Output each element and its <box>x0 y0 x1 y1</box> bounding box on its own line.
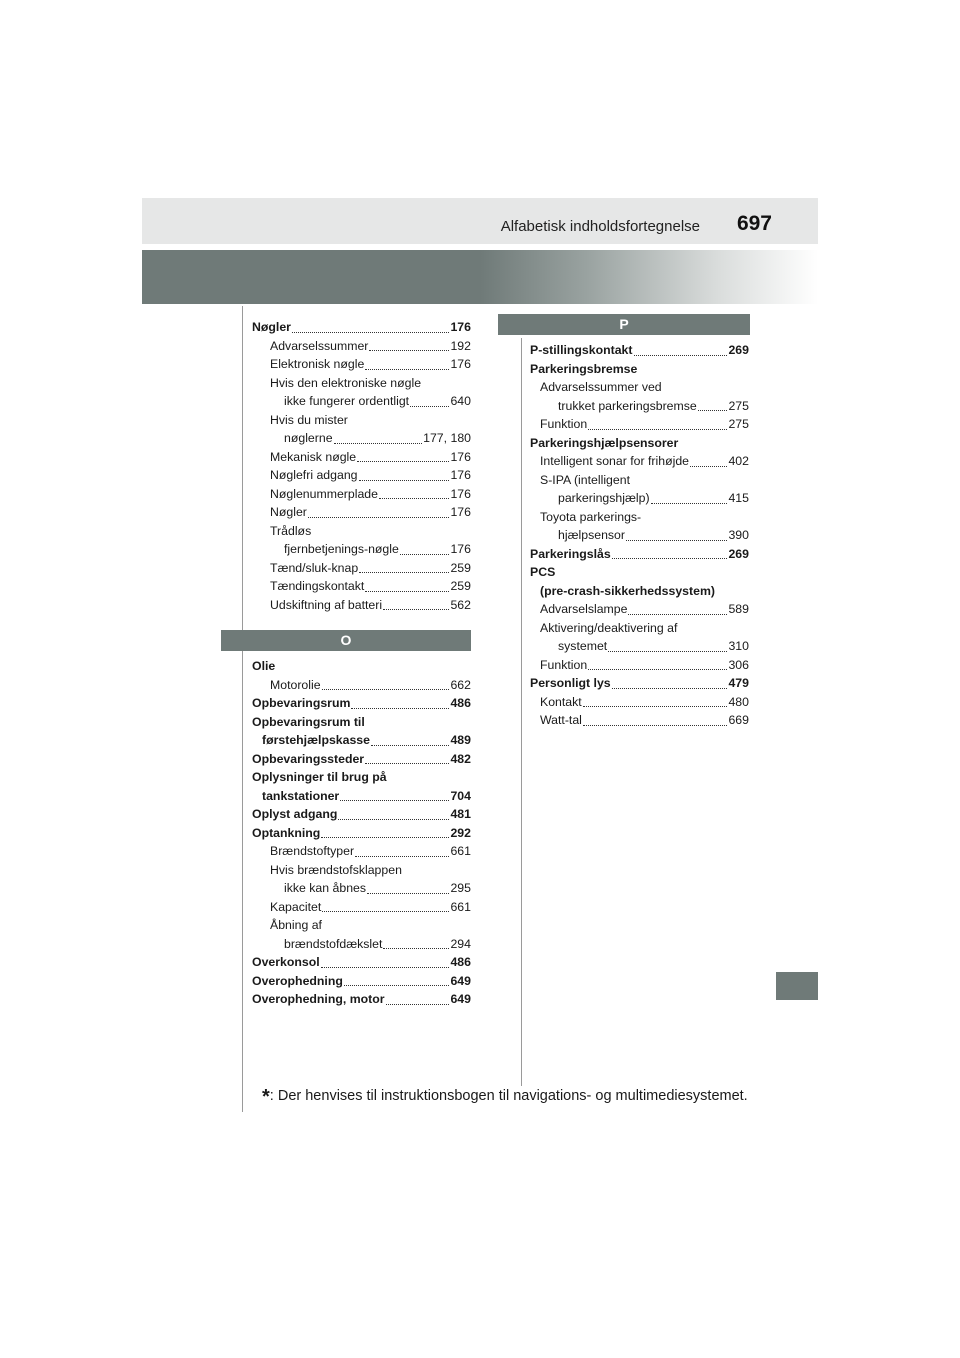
index-line: Hvis brændstofsklappen <box>270 862 402 877</box>
index-line: S-IPA (intelligent <box>540 472 630 487</box>
entry-term: Advarselslampe <box>540 602 628 616</box>
entry-term: Intelligent sonar for frihøjde <box>540 454 690 468</box>
entry-term: Nøglefri adgang <box>270 468 358 482</box>
index-line: Parkeringshjælpsensorer <box>530 435 679 450</box>
entry-page: 649 <box>450 992 471 1006</box>
index-entry <box>530 526 749 545</box>
index-line: PCS <box>530 565 556 579</box>
dot-leader <box>383 948 449 949</box>
column-divider-middle <box>521 338 522 1086</box>
dot-leader <box>359 572 449 573</box>
column-divider-left <box>242 306 243 1112</box>
index-entry <box>252 337 471 356</box>
index-entry <box>530 600 749 619</box>
index-line: Hvis du mister <box>270 412 348 427</box>
dot-leader <box>308 517 450 518</box>
entry-term: P-stillingskontakt <box>530 343 633 357</box>
entry-page: 649 <box>450 973 471 988</box>
index-entry <box>252 577 471 596</box>
entry-page: 390 <box>728 528 749 542</box>
entry-term: Overophedning <box>252 973 343 988</box>
index-entry <box>252 392 471 411</box>
entry-term: Optankning <box>252 825 321 840</box>
dot-leader <box>365 763 449 764</box>
entry-term: Opbevaringssteder <box>252 751 365 766</box>
index-column-left <box>252 318 471 1009</box>
entry-page: 486 <box>450 955 471 969</box>
entry-page: 176 <box>450 320 471 334</box>
entry-term: Brændstoftyper <box>270 844 355 858</box>
dot-leader <box>690 466 727 467</box>
index-entry <box>252 559 471 578</box>
footnote <box>262 1086 762 1109</box>
entry-page: 306 <box>728 657 749 672</box>
dot-leader <box>583 706 728 707</box>
entry-page: 269 <box>728 343 749 357</box>
chapter-banner <box>142 250 818 304</box>
entry-page: 562 <box>450 597 471 612</box>
dot-leader <box>351 708 449 709</box>
entry-page: 489 <box>450 733 471 747</box>
entry-term: Parkeringslås <box>530 546 611 561</box>
entry-term: Nøglenummerplade <box>270 486 378 501</box>
index-line: Parkeringsbremse <box>530 361 638 376</box>
entry-term: Watt-tal <box>540 713 582 727</box>
entry-term: Kapacitet <box>270 899 322 914</box>
dot-leader <box>365 369 449 370</box>
dot-leader <box>322 911 449 912</box>
section-header-o: O <box>221 630 471 651</box>
entry-page: 669 <box>728 713 749 727</box>
dot-leader <box>359 480 450 481</box>
entry-term: Opbevaringsrum <box>252 696 351 710</box>
dot-leader <box>626 540 727 541</box>
entry-term: brændstofdækslet <box>284 936 383 951</box>
entry-term: fjernbetjenings-nøgle <box>284 542 399 556</box>
entry-page: 486 <box>450 696 471 710</box>
entry-page: 275 <box>728 398 749 413</box>
dot-leader <box>321 837 449 838</box>
dot-leader <box>608 651 727 652</box>
entry-page: 176 <box>450 505 471 519</box>
index-entry <box>252 990 471 1009</box>
entry-term: tankstationer <box>262 788 340 803</box>
dot-leader <box>634 355 728 356</box>
entry-page: 480 <box>728 694 749 709</box>
entry-page: 310 <box>728 639 749 653</box>
index-group-o <box>252 657 471 1009</box>
entry-page: 259 <box>450 560 471 575</box>
index-entry <box>252 676 471 695</box>
index-line: Opbevaringsrum til <box>252 714 365 729</box>
entry-page: 192 <box>450 338 471 353</box>
dot-leader <box>369 350 449 351</box>
index-entry <box>252 355 471 374</box>
entry-term: førstehjælpskasse <box>262 733 370 747</box>
index-group-p <box>530 341 749 730</box>
dot-leader <box>651 503 728 504</box>
index-group-n <box>252 318 471 614</box>
index-entry <box>530 711 749 730</box>
entry-page: 662 <box>450 677 471 692</box>
entry-term: Elektronisk nøgle <box>270 357 365 371</box>
dot-leader <box>340 800 449 801</box>
index-line: Åbning af <box>270 918 322 932</box>
entry-page: 176 <box>450 486 471 501</box>
index-line: Hvis den elektroniske nøgle <box>270 375 422 390</box>
entry-term: systemet <box>558 639 608 653</box>
entry-term: Tændingskontakt <box>270 579 365 593</box>
header-title: Alfabetisk indholdsfortegnelse <box>500 218 700 235</box>
entry-term: Funktion <box>540 657 588 672</box>
entry-page: 294 <box>450 936 471 951</box>
footnote-text: : Der henvises til instruktionsbogen til navigations- og multimediesystemet. <box>269 1088 748 1104</box>
index-entry <box>530 674 749 693</box>
entry-term: Kontakt <box>540 694 582 709</box>
entry-page: 402 <box>728 454 749 468</box>
dot-leader <box>612 558 728 559</box>
entry-page: 704 <box>450 788 471 803</box>
index-line: Olie <box>252 659 276 673</box>
index-entry <box>252 879 471 898</box>
entry-term: Mekanisk nøgle <box>270 449 357 464</box>
dot-leader <box>334 443 423 444</box>
entry-term: Overophedning, motor <box>252 992 385 1006</box>
dot-leader <box>367 893 449 894</box>
index-line: Toyota parkerings- <box>540 509 642 524</box>
index-entry <box>252 318 471 337</box>
index-entry <box>252 750 471 769</box>
index-entry <box>252 972 471 991</box>
entry-term: ikke kan åbnes <box>284 881 367 895</box>
index-entry <box>252 429 471 448</box>
entry-term: parkeringshjælp) <box>558 491 650 505</box>
entry-term: trukket parkeringsbremse <box>558 398 697 413</box>
entry-term: Personligt lys <box>530 676 611 690</box>
index-entry <box>252 953 471 972</box>
index-entry <box>530 397 749 416</box>
dot-leader <box>588 429 727 430</box>
dot-leader <box>383 609 449 610</box>
index-line: Trådløs <box>270 523 312 538</box>
entry-term: Udskiftning af batteri <box>270 597 383 612</box>
index-entry <box>252 466 471 485</box>
index-entry <box>252 898 471 917</box>
index-entry <box>252 540 471 559</box>
entry-term: nøglerne <box>284 431 333 445</box>
index-entry <box>252 787 471 806</box>
index-entry <box>530 656 749 675</box>
dot-leader <box>355 856 449 857</box>
dot-leader <box>386 1004 450 1005</box>
dot-leader <box>357 461 449 462</box>
entry-term: Motorolie <box>270 677 321 692</box>
index-entry <box>530 545 749 564</box>
index-entry <box>530 637 749 656</box>
dot-leader <box>338 819 449 820</box>
page-header <box>142 198 818 244</box>
entry-page: 481 <box>450 807 471 821</box>
entry-term: Nøgler <box>252 320 291 334</box>
dot-leader <box>588 669 727 670</box>
index-entry <box>252 503 471 522</box>
entry-page: 295 <box>450 881 471 895</box>
index-entry <box>530 489 749 508</box>
dot-leader <box>292 332 450 333</box>
index-entry <box>252 694 471 713</box>
index-entry <box>252 824 471 843</box>
entry-page: 275 <box>728 417 749 431</box>
index-line: Oplysninger til brug på <box>252 770 387 784</box>
entry-page: 640 <box>450 394 471 408</box>
index-entry <box>252 805 471 824</box>
entry-page: 176 <box>450 357 471 371</box>
footnote-marker: * <box>262 1086 270 1108</box>
entry-term: Nøgler <box>270 505 307 519</box>
index-entry <box>252 596 471 615</box>
entry-page: 292 <box>450 825 471 840</box>
dot-leader <box>410 406 449 407</box>
index-entry <box>252 935 471 954</box>
index-entry <box>252 731 471 750</box>
index-line: Aktivering/deaktivering af <box>540 620 678 635</box>
entry-term: Overkonsol <box>252 955 320 969</box>
entry-page: 177, 180 <box>423 431 471 445</box>
page-number: 697 <box>736 212 772 235</box>
entry-page: 269 <box>728 546 749 561</box>
entry-page: 259 <box>450 579 471 593</box>
index-entry <box>530 452 749 471</box>
index-entry <box>530 415 749 434</box>
entry-page: 661 <box>450 844 471 858</box>
index-line: (pre-crash-sikkerhedssystem) <box>540 583 715 598</box>
dot-leader <box>365 591 449 592</box>
index-entry <box>252 448 471 467</box>
entry-page: 589 <box>728 602 749 616</box>
dot-leader <box>583 725 728 726</box>
dot-leader <box>344 985 450 986</box>
entry-page: 176 <box>450 449 471 464</box>
index-column-right <box>530 341 749 730</box>
dot-leader <box>322 689 450 690</box>
index-entry <box>252 485 471 504</box>
index-entry <box>530 693 749 712</box>
dot-leader <box>698 410 728 411</box>
entry-page: 176 <box>450 542 471 556</box>
entry-page: 661 <box>450 899 471 914</box>
chapter-side-tab <box>776 972 818 1000</box>
entry-term: ikke fungerer ordentligt <box>284 394 410 408</box>
entry-term: Funktion <box>540 417 588 431</box>
index-entry <box>252 842 471 861</box>
entry-page: 176 <box>450 468 471 482</box>
dot-leader <box>628 614 727 615</box>
entry-term: Oplyst adgang <box>252 807 338 821</box>
entry-page: 482 <box>450 751 471 766</box>
entry-term: hjælpsensor <box>558 528 625 542</box>
dot-leader <box>612 688 728 689</box>
dot-leader <box>371 745 449 746</box>
entry-term: Advarselssummer <box>270 338 369 353</box>
index-line: Advarselssummer ved <box>540 380 662 394</box>
dot-leader <box>400 554 450 555</box>
index-entry <box>530 341 749 360</box>
section-header-p: P <box>498 314 750 335</box>
entry-page: 479 <box>728 676 749 690</box>
entry-term: Tænd/sluk-knap <box>270 560 359 575</box>
entry-page: 415 <box>728 491 749 505</box>
dot-leader <box>321 967 450 968</box>
dot-leader <box>379 498 449 499</box>
